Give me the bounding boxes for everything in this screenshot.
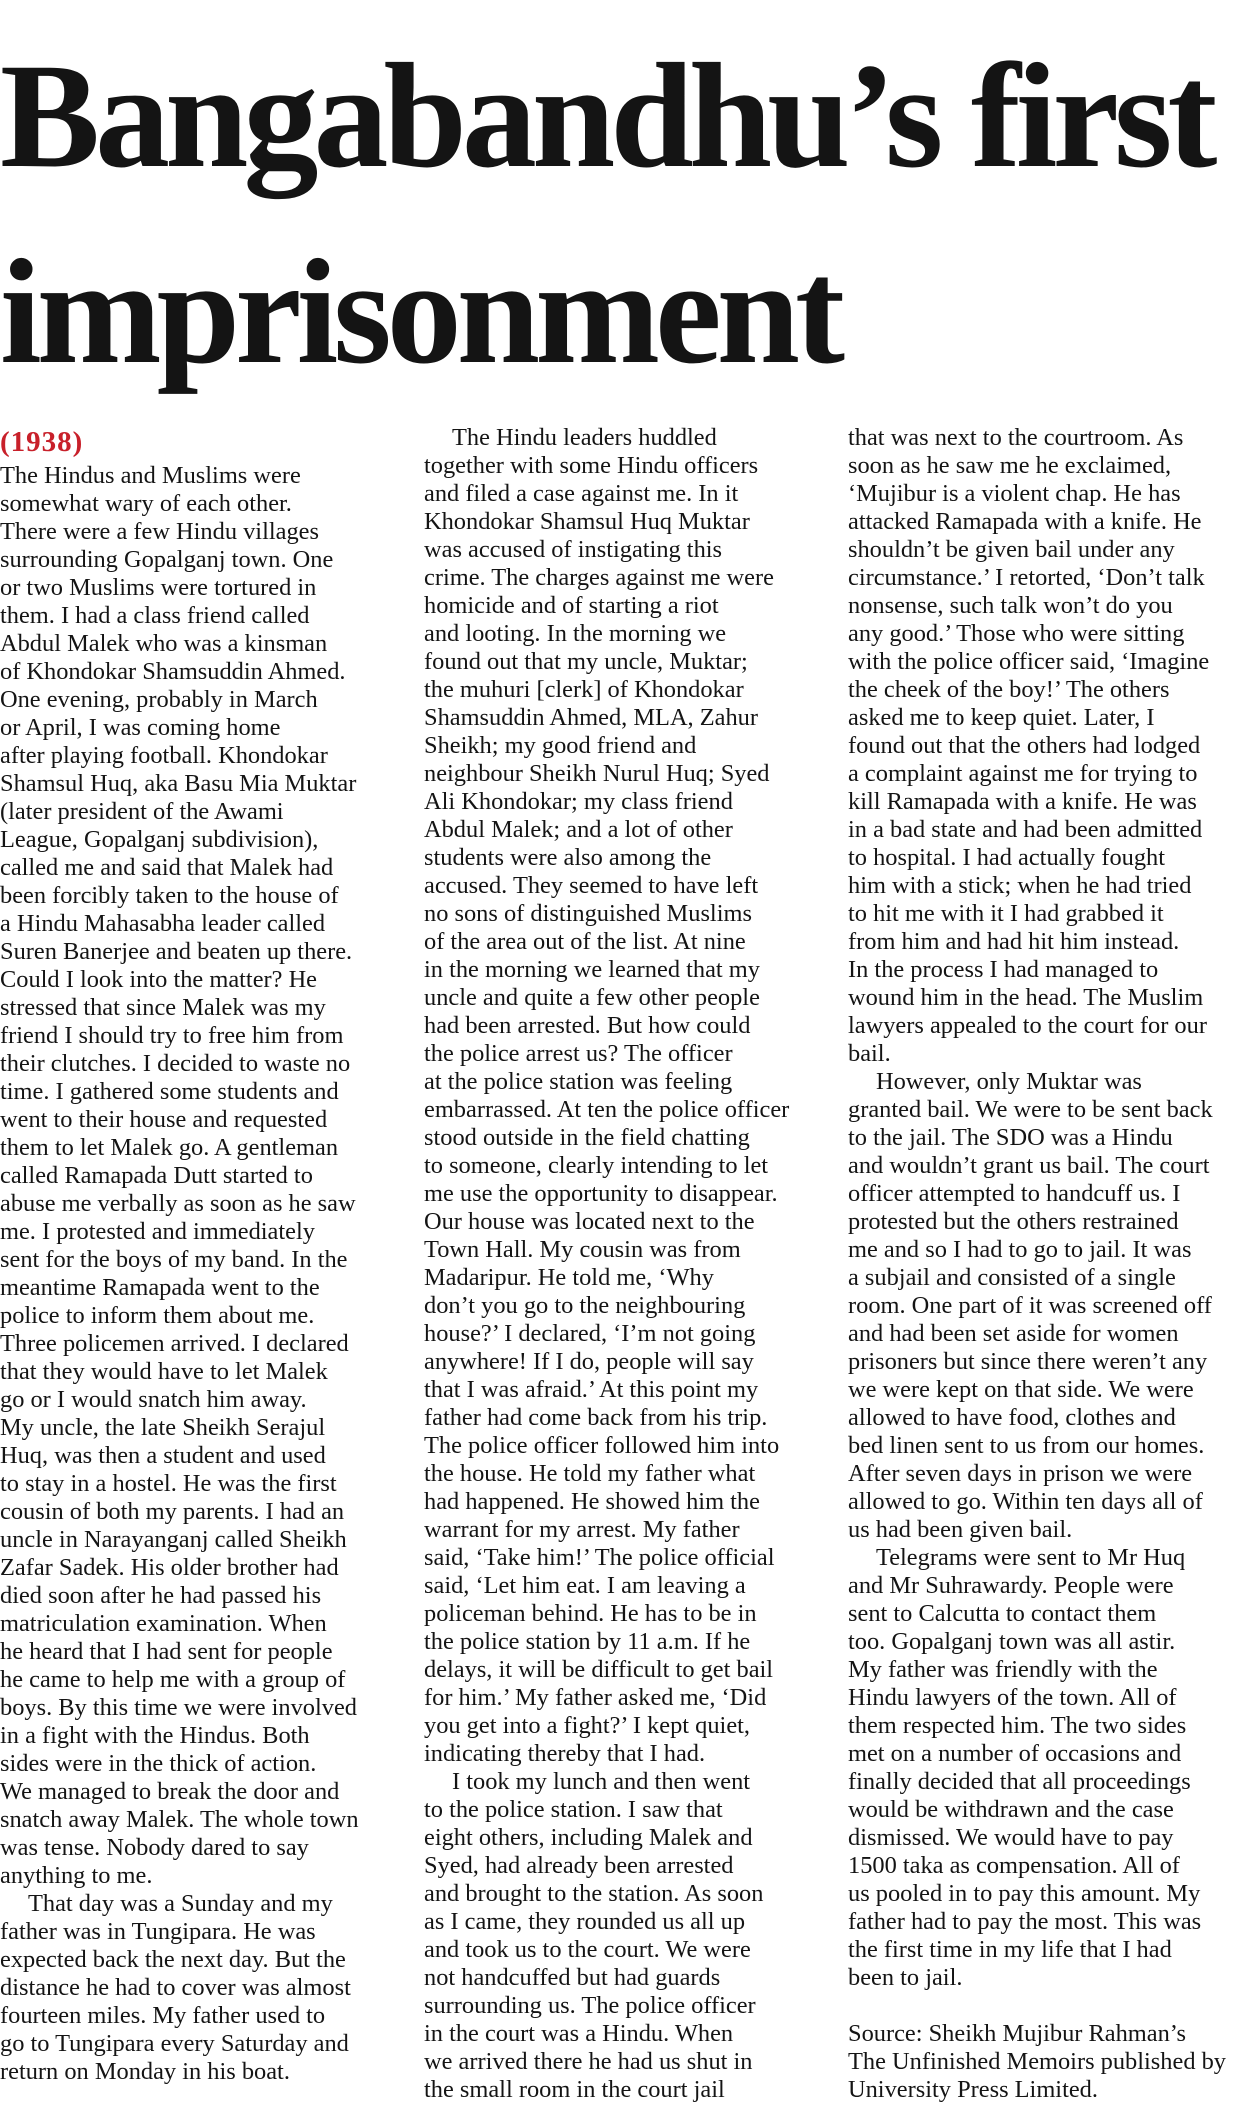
paragraph-7: Telegrams were sent to Mr Huq and Mr Suhrawardy. People were sent to Calcutta to contact them too. Gopalganj town was all astir. My father was friendly with the Hindu lawyers of the town. All of them respected him. The two sides met on a number of occasions and finally decided that all proceedings would be withdrawn and the case dismissed. We would have to pay 1500 taka as compensation. All of us pooled in to pay this amount. My father had to pay the most. This was the first time in my life that I had been to jail. — [848, 1544, 1202, 1991]
source-credit: Source: Sheikh Mujibur Rahman’s The Unfinished Memoirs published by University Press Limited. — [848, 2020, 1227, 2103]
column-1 — [0, 424, 404, 2086]
paragraph-1: The Hindus and Muslims were somewhat wary of each other. There were a few Hindu villages surrounding Gopalganj town. One or two Muslims were tortured in them. I had a class friend called Abdul Malek who was a kinsman of Khondokar Shamsuddin Ahmed. One evening, probably in March or April, I was coming home after playing football. Khondokar Shamsul Huq, aka Basu Mia Muktar (later president of the Awami League, Gopalganj subdivision), called me and said that Malek had been forcibly taken to the house of a Hindu Mahasabha leader called Suren Banerjee and beaten up there. Could I look into the matter? He stressed that since Malek was my friend I should try to free him from their clutches. I decided to waste no time. I gathered some students and went to their house and requested them to let Malek go. A gentleman called Ramapada Dutt started to abuse me verbally as soon as he saw me. I protested and immediately sent for the boys of my band. In the meantime Ramapada went to the police to inform them about me. Three policemen arrived. I declared that they would have to let Malek go or I would snatch him away. My uncle, the late Sheikh Serajul Huq, was then a student and used to stay in a hostel. He was the first cousin of both my parents. I had an uncle in Narayanganj called Sheikh Zafar Sadek. His older brother had died soon after he had passed his matriculation examination. When he heard that I had sent for people he came to help me with a group of boys. By this time we were involved in a fight with the Hindus. Both sides were in the thick of action. We managed to break the door and snatch away Malek. The whole town was tense. Nobody dared to say anything to me. — [0, 462, 359, 1889]
column-3 — [848, 424, 1250, 2104]
paragraph-6: However, only Muktar was granted bail. We were to be sent back to the jail. The SDO was a Hindu and wouldn’t grant us bail. The court officer attempted to handcuff us. I protested but the others restrained me and so I had to go to jail. It was a subjail and consisted of a single room. One part of it was screened off and had been set aside for women prisoners but since there weren’t any we were kept on that side. We were allowed to have food, clothes and bed linen sent to us from our homes. After seven days in prison we were allowed to go. Within ten days all of us had been given bail. — [848, 1068, 1213, 1543]
paragraph-4: I took my lunch and then went to the police station. I saw that eight others, including Malek and Syed, had already been arrested and brought to the station. As soon as I came, they rounded us all up and took us to the court. We were not handcuffed but had guards surrounding us. The police officer in the court was a Hindu. When we arrived there he had us shut in the small room in the court jail — [424, 1768, 764, 2103]
paragraph-2: That day was a Sunday and my father was in Tungipara. He was expected back the next day. But the distance he had to cover was almost fourteen miles. My father used to go to Tungipara every Saturday and return on Monday in his boat. — [0, 1890, 351, 2085]
paragraph-5: that was next to the courtroom. As soon as he saw me he exclaimed, ‘Mujibur is a violent chap. He has attacked Ramapada with a knife. He shouldn’t be given bail under any circumstance.’ I retorted, ‘Don’t talk nonsense, such talk won’t do you any good.’ Those who were sitting with the police officer said, ‘Imagine the cheek of the boy!’ The others asked me to keep quiet. Later, I found out that the others had lodged a complaint against me for trying to kill Ramapada with a knife. He was in a bad state and had been admitted to hospital. I had actually fought him with a stick; when he had tried to hit me with it I had grabbed it from him and had hit him instead. In the process I had managed to wound him in the head. The Muslim lawyers appealed to the court for our bail. — [848, 424, 1210, 1067]
paragraph-3: The Hindu leaders huddled together with some Hindu officers and filed a case against me. In it Khondokar Shamsul Huq Muktar was accused of instigating this crime. The charges against me were homicide and of starting a riot and looting. In the morning we found out that my uncle, Muktar; the muhuri [clerk] of Khondokar Shamsuddin Ahmed, MLA, Zahur Sheikh; my good friend and neighbour Sheikh Nurul Huq; Syed Ali Khondokar; my class friend Abdul Malek; and a lot of other students were also among the accused. They seemed to have left no sons of distinguished Muslims of the area out of the list. At nine in the morning we learned that my uncle and quite a few other people had been arrested. But how could the police arrest us? The officer at the police station was feeling embarrassed. At ten the police officer stood outside in the field chatting to someone, clearly intending to let me use the opportunity to disappear. Our house was located next to the Town Hall. My cousin was from Madaripur. He told me, ‘Why don’t you go to the neighbouring house?’ I declared, ‘I’m not going anywhere! If I do, people will say that I was afraid.’ At this point my father had come back from his trip. The police officer followed him into the house. He told my father what had happened. He showed him the warrant for my arrest. My father said, ‘Take him!’ The police official said, ‘Let him eat. I am leaving a policeman behind. He has to be in the police station by 11 a.m. If he delays, it will be difficult to get bail for him.’ My father asked me, ‘Did you get into a fight?’ I kept quiet, indicating thereby that I had. — [424, 424, 790, 1767]
article-headline: Bangabandhu’s first imprisonment — [0, 33, 1213, 395]
year-label: (1938) — [0, 426, 84, 458]
spacer — [848, 1992, 1250, 2020]
column-2 — [424, 424, 828, 2104]
